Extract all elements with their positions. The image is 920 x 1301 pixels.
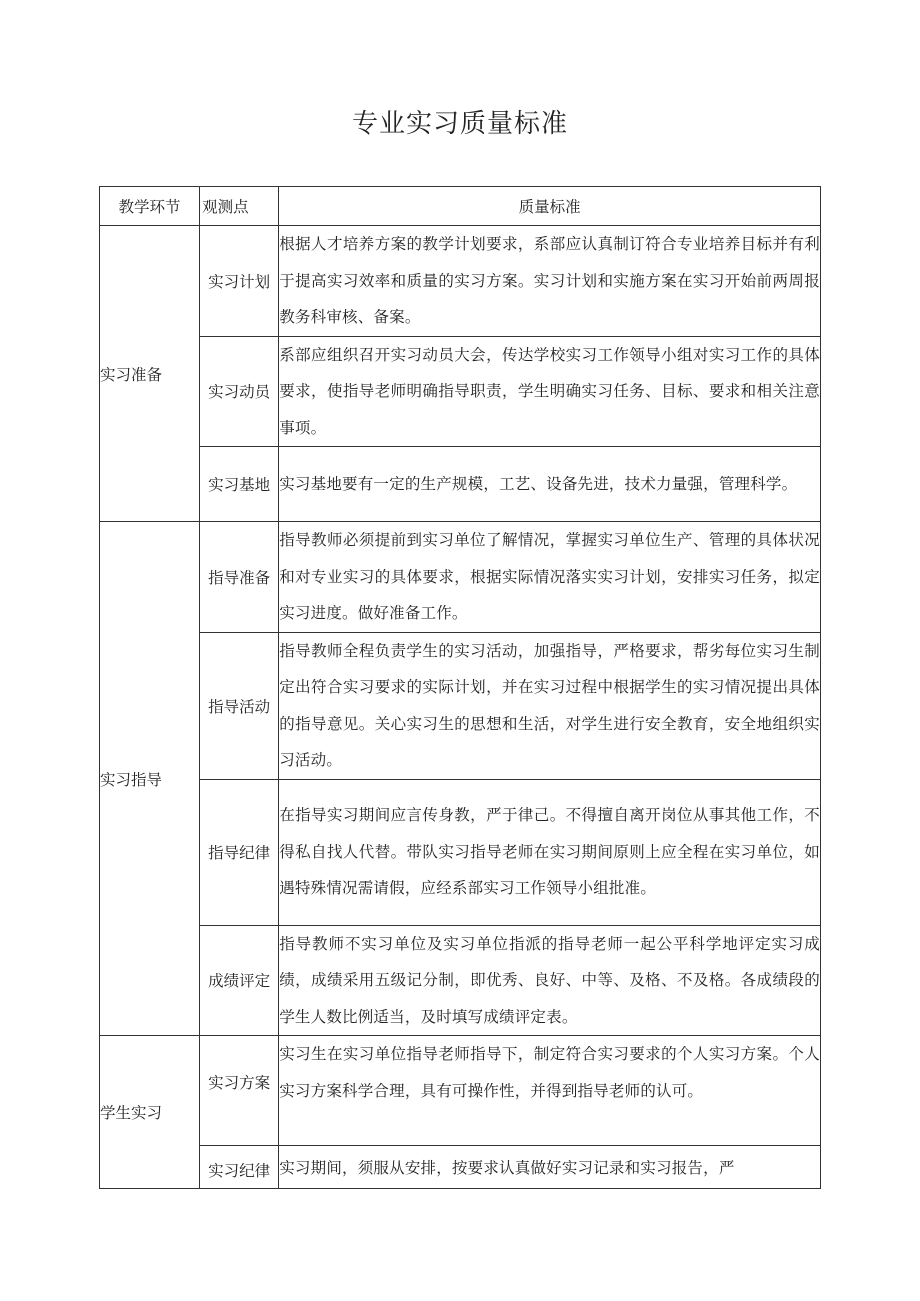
table-row <box>100 336 821 447</box>
point-cell: 指导活动 <box>200 632 279 779</box>
standard-cell: 指导教师必须提前到实习单位了解情况，掌握实习单位生产、管理的具体状况和对专业实习的具体要求，根据实际情况落实实习计划，安排实习任务，拟定实习进度。做好准备工作。 <box>279 522 821 633</box>
point-cell: 指导纪律 <box>200 779 279 925</box>
standard-cell: 指导教师不实习单位及实习单位指派的指导老师一起公平科学地评定实习成绩，成绩采用五级记分制，即优秀、良好、中等、及格、不及格。各成绩段的学生人数比例适当，及时填写成绩评定表。 <box>279 925 821 1036</box>
header-standard: 质量标准 <box>279 187 821 226</box>
page-title: 专业实习质量标准 <box>351 109 568 139</box>
header-stage: 教学环节 <box>100 187 200 226</box>
standard-cell: 指导教师全程负责学生的实习活动，加强指导，严格要求，帮劣每位实习生制定出符合实习要求的实际计划，并在实习过程中根据学生的实习情况提出具体的指导意见。关心实习生的思想和生活，对学生进行安全教育，安全地组织实习活动。 <box>279 632 821 779</box>
standard-cell: 实习期间，须服从安排，按要求认真做好实习记录和实习报告，严 <box>279 1146 821 1189</box>
point-cell: 指导准备 <box>200 522 279 633</box>
stage-cell: 学生实习 <box>100 1036 200 1189</box>
table-row <box>100 632 821 779</box>
standard-cell: 根据人才培养方案的教学计划要求，系部应认真制订符合专业培养目标并有利于提高实习效率和质量的实习方案。实习计划和实施方案在实习开始前两周报教务科审核、备案。 <box>279 226 821 337</box>
stage-cell: 实习准备 <box>100 226 200 522</box>
point-cell: 实习基地 <box>200 447 279 522</box>
standard-cell: 实习基地要有一定的生产规模，工艺、设备先进，技术力量强，管理科学。 <box>279 447 821 522</box>
point-cell: 实习动员 <box>200 336 279 447</box>
point-cell: 实习计划 <box>200 226 279 337</box>
header-point: 观测点 <box>200 187 279 226</box>
quality-standard-table <box>99 186 821 1189</box>
point-cell: 实习方案 <box>200 1036 279 1146</box>
table-row <box>100 447 821 522</box>
standard-cell: 系部应组织召开实习动员大会，传达学校实习工作领导小组对实习工作的具体要求，使指导老师明确指导职责，学生明确实习任务、目标、要求和相关注意事项。 <box>279 336 821 447</box>
table-row <box>100 1146 821 1189</box>
stage-cell: 实习指导 <box>100 522 200 1036</box>
table-row <box>100 779 821 925</box>
table-row <box>100 1036 821 1146</box>
table-row <box>100 925 821 1036</box>
table-header-row <box>100 187 821 226</box>
point-cell: 实习纪律 <box>200 1146 279 1189</box>
table-row <box>100 522 821 633</box>
table-row <box>100 226 821 337</box>
standard-cell: 实习生在实习单位指导老师指导下，制定符合实习要求的个人实习方案。个人实习方案科学合理，具有可操作性，并得到指导老师的认可。 <box>279 1036 821 1146</box>
standard-cell: 在指导实习期间应言传身教，严于律己。不得擅自离开岗位从事其他工作，不得私自找人代替。带队实习指导老师在实习期间原则上应全程在实习单位，如遇特殊情况需请假，应经系部实习工作领导小组批准。 <box>279 779 821 925</box>
point-cell: 成绩评定 <box>200 925 279 1036</box>
